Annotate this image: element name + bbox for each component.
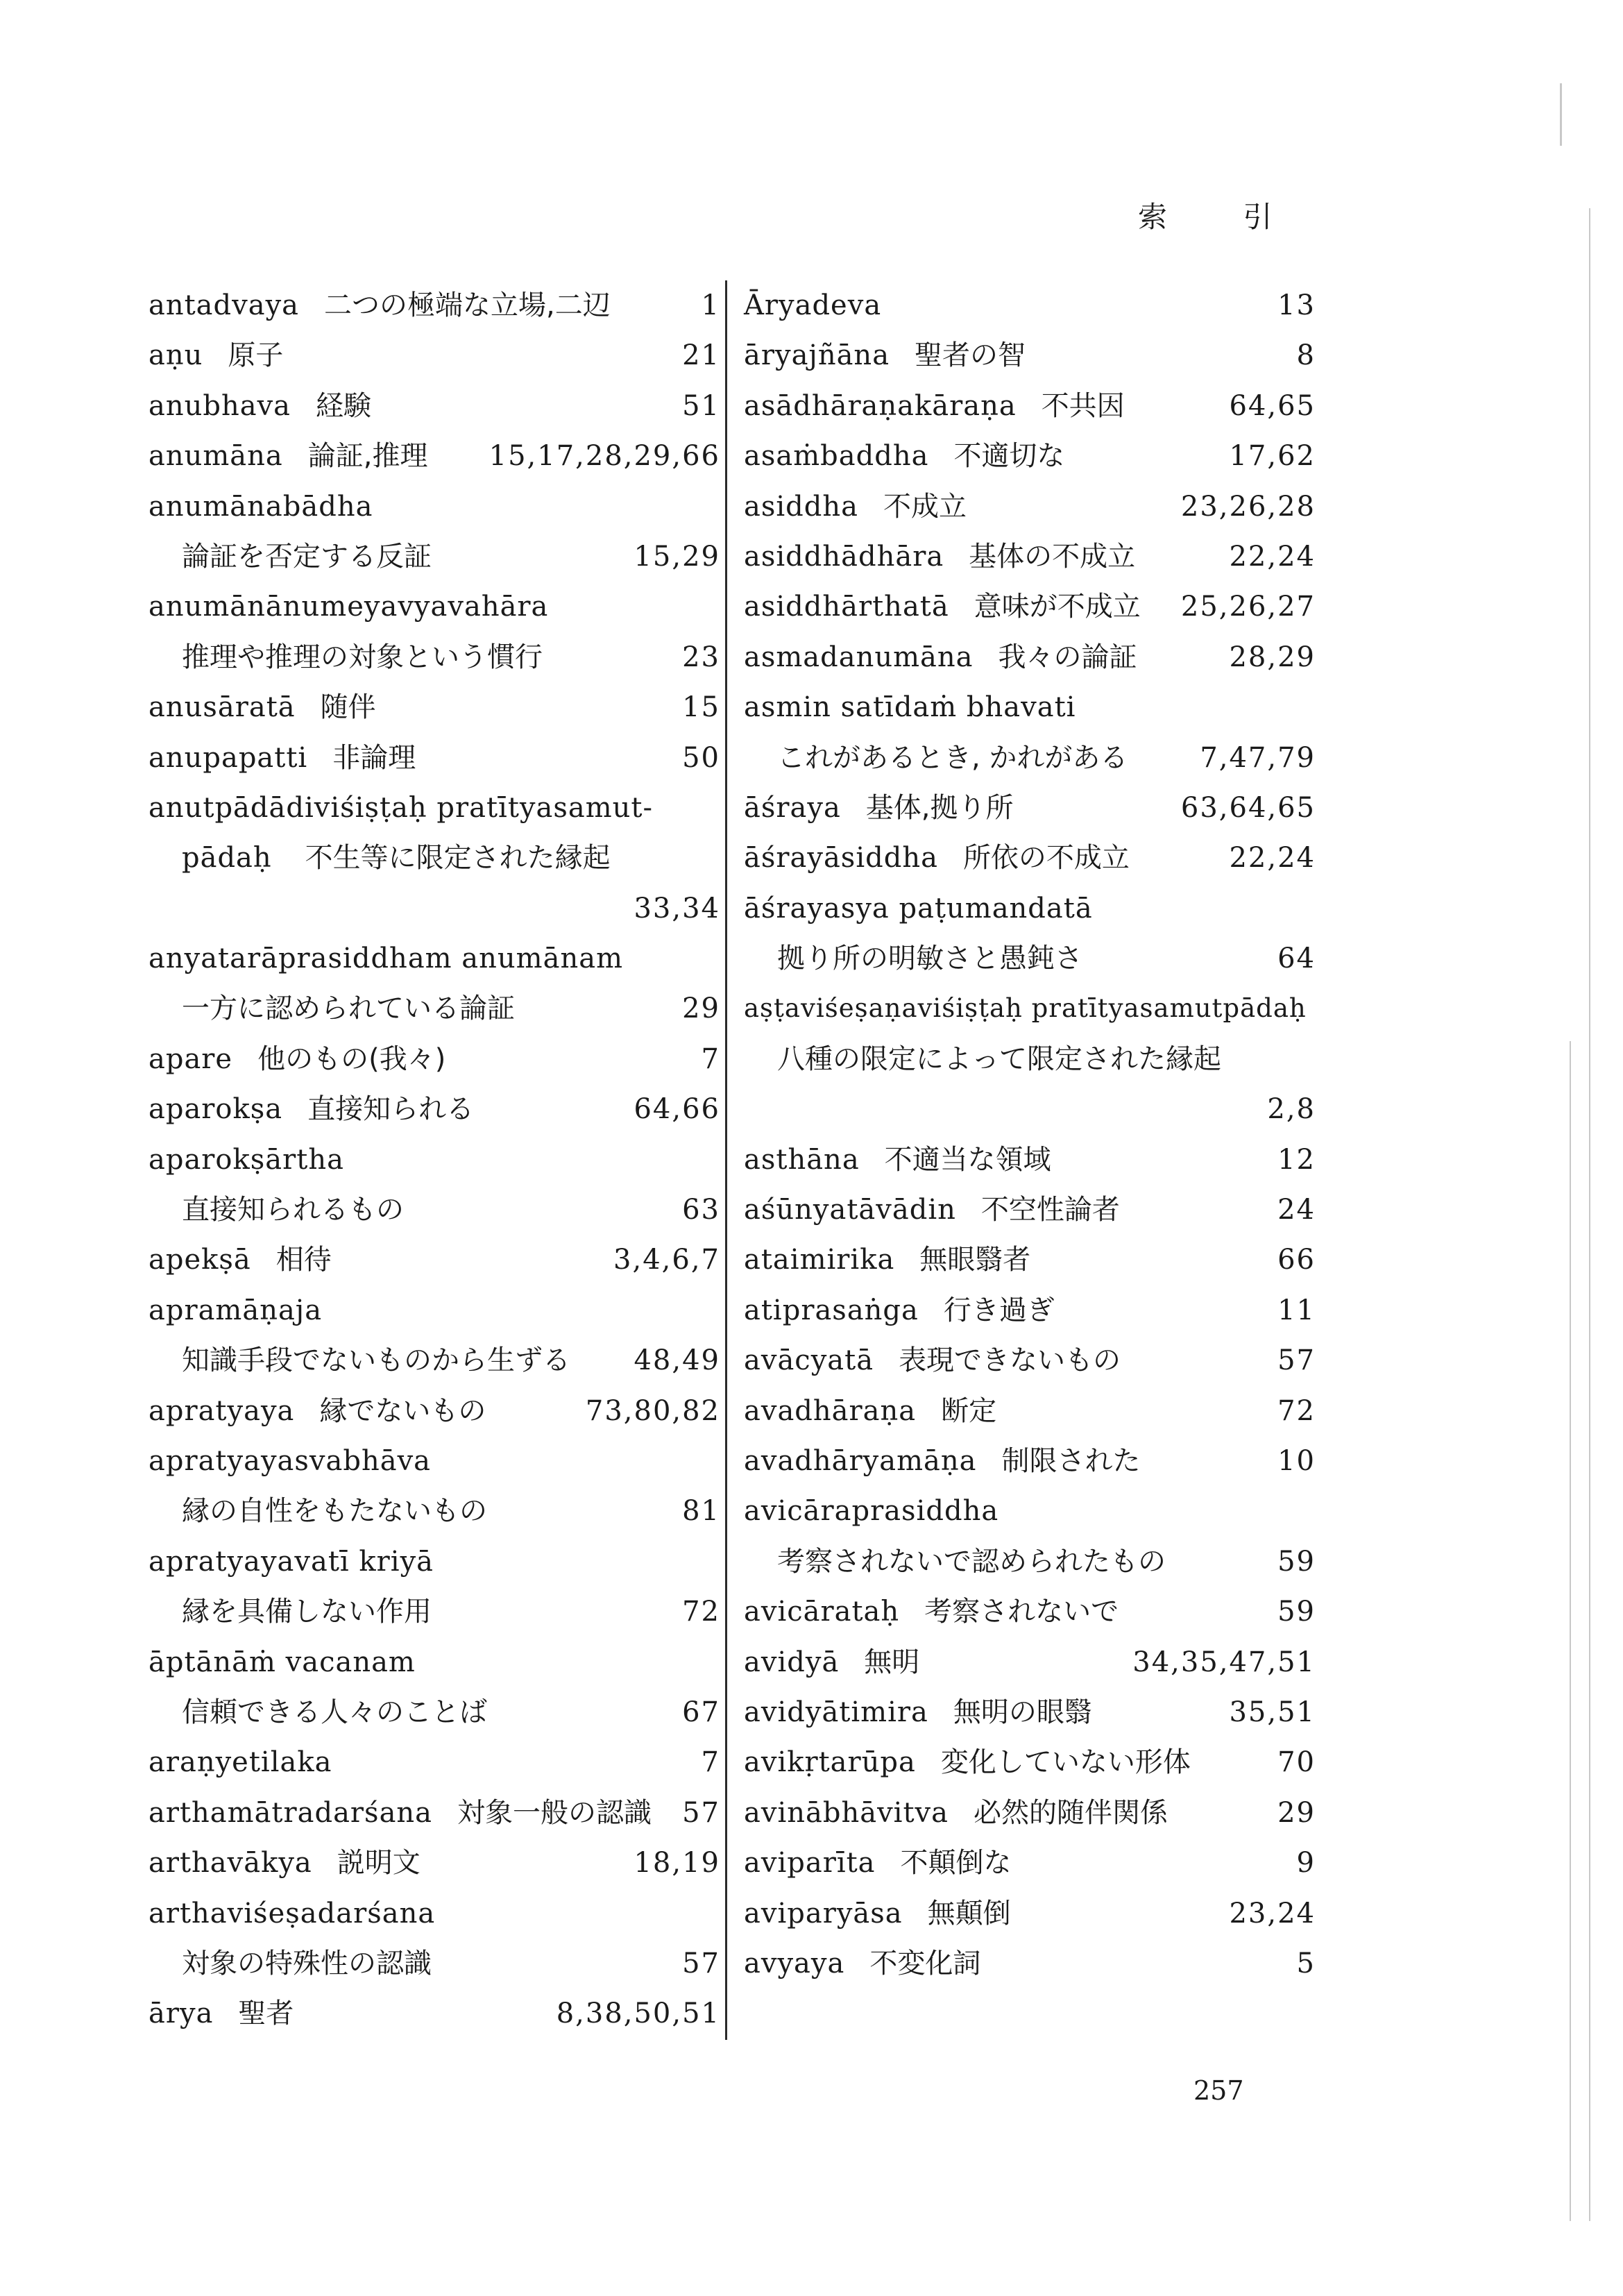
entry-term: atiprasaṅga (744, 1294, 919, 1326)
entry-pages: 3,4,6,7 (613, 1244, 720, 1276)
entry-term: anumānabādha (148, 490, 373, 523)
index-entry (744, 934, 1316, 984)
index-entry (148, 381, 720, 431)
entry-pages: 11 (1277, 1294, 1316, 1326)
entry-term: aparokṣārtha (148, 1143, 344, 1176)
entry-gloss: 一方に認められている論証 (182, 993, 515, 1025)
entry-term: anupapatti (148, 741, 308, 774)
entry-gloss: 基体の不成立 (969, 540, 1136, 573)
entry-term: asiddhādhāra (744, 540, 944, 573)
index-entry (148, 1235, 720, 1285)
entry-pages: 64,65 (1229, 389, 1316, 422)
entry-term: avidyā (744, 1646, 840, 1678)
index-entry (148, 632, 720, 682)
entry-pages: 7,47,79 (1200, 741, 1316, 774)
entry-pages: 70 (1277, 1746, 1316, 1779)
entry-gloss: 不顛倒な (900, 1847, 1012, 1880)
index-entry (148, 1185, 720, 1235)
index-entry (744, 582, 1316, 632)
index-entry (744, 984, 1316, 1033)
index-entry (744, 1537, 1316, 1587)
entry-pages: 29 (1277, 1796, 1316, 1829)
index-entry (148, 1989, 720, 2038)
entry-gloss: 制限された (1001, 1444, 1141, 1477)
entry-gloss: 対象一般の認識 (457, 1796, 652, 1829)
entry-gloss: 直接知られるもの (182, 1194, 404, 1226)
entry-gloss: 無明の眼翳 (953, 1696, 1092, 1728)
index-entry (148, 1687, 720, 1737)
index-entry (744, 280, 1316, 330)
index-entry (744, 1737, 1316, 1787)
entry-gloss: 他のもの(我々) (257, 1043, 446, 1075)
index-entry (148, 582, 720, 632)
entry-gloss: 論証を否定する反証 (182, 540, 432, 573)
entry-gloss: 不適当な領域 (884, 1143, 1051, 1176)
entry-gloss: 断定 (941, 1394, 997, 1427)
entry-gloss: 無顛倒 (927, 1897, 1011, 1930)
index-entry (148, 330, 720, 380)
index-entry (744, 1939, 1316, 1989)
index-entry (744, 1637, 1316, 1687)
entry-term: ataimirika (744, 1244, 895, 1276)
entry-pages: 67 (682, 1696, 720, 1728)
entry-term: arthamātradarśana (148, 1796, 433, 1829)
entry-term: anyatarāprasiddham anumānam (148, 943, 623, 975)
entry-term: anutpādādiviśiṣṭaḥ pratītyasamut- (148, 791, 654, 824)
entry-pages: 18,19 (634, 1847, 720, 1880)
index-entry (148, 1386, 720, 1436)
entry-gloss: 縁でないもの (319, 1394, 486, 1427)
entry-gloss: 直接知られる (307, 1093, 475, 1126)
index-entry (148, 532, 720, 582)
entry-term: avācyatā (744, 1344, 874, 1377)
index-entry (744, 884, 1316, 934)
entry-gloss: 非論理 (332, 741, 416, 774)
entry-term: āptānāṁ vacanam (148, 1646, 416, 1678)
entry-term: asmin satīdaṁ bhavati (744, 691, 1076, 724)
entry-gloss: 原子 (228, 339, 284, 372)
entry-gloss: 説明文 (337, 1847, 420, 1880)
entry-gloss: 所依の不成立 (962, 842, 1130, 875)
index-entry (744, 1235, 1316, 1285)
entry-term: araṇyetilaka (148, 1746, 332, 1779)
entry-pages: 28,29 (1229, 641, 1316, 673)
index-entry (744, 1889, 1316, 1939)
entry-pages: 57 (682, 1947, 720, 1980)
scan-edge-mark (1560, 83, 1562, 146)
index-entry (744, 431, 1316, 481)
index-entry (148, 431, 720, 481)
index-column-right (744, 280, 1316, 1989)
scan-edge-mark (1589, 208, 1590, 2221)
entry-term: avidyātimira (744, 1696, 928, 1728)
entry-gloss: 必然的随伴関係 (973, 1796, 1168, 1829)
entry-term: āśrayasya paṭumandatā (744, 892, 1093, 925)
entry-gloss: 随伴 (320, 691, 376, 724)
entry-pages: 81 (682, 1495, 720, 1528)
entry-pages: 12 (1277, 1143, 1316, 1176)
entry-pages: 29 (682, 993, 720, 1025)
entry-term: avicārataḥ (744, 1596, 900, 1628)
entry-pages: 63 (682, 1194, 720, 1226)
entry-gloss: 聖者の智 (915, 339, 1026, 372)
entry-term: avikṛtarūpa (744, 1746, 916, 1779)
entry-term: asaṁbaddha (744, 440, 929, 473)
index-entry (744, 1788, 1316, 1838)
index-entry (148, 1034, 720, 1084)
entry-term: āryajñāna (744, 339, 890, 372)
entry-term: avadhāraṇa (744, 1394, 917, 1427)
entry-pages: 15,29 (634, 540, 720, 573)
index-entry (744, 1587, 1316, 1637)
entry-term: aśūnyatāvādin (744, 1194, 956, 1226)
entry-term: avyaya (744, 1947, 845, 1980)
entry-term: apramāṇaja (148, 1294, 323, 1326)
entry-pages: 23,26,28 (1180, 490, 1316, 523)
entry-pages: 59 (1277, 1596, 1316, 1628)
entry-pages: 2,8 (1267, 1093, 1316, 1126)
index-entry (148, 1486, 720, 1536)
index-entry (744, 833, 1316, 883)
entry-term: anusāratā (148, 691, 296, 724)
index-entry (744, 482, 1316, 532)
entry-pages: 8 (1296, 339, 1316, 372)
entry-gloss: 経験 (316, 389, 372, 422)
entry-gloss: 二つの極端な立場,二辺 (324, 289, 611, 321)
entry-pages: 34,35,47,51 (1132, 1646, 1316, 1678)
entry-term: antadvaya (148, 289, 300, 321)
entry-pages: 25,26,27 (1180, 591, 1316, 623)
entry-pages: 13 (1277, 289, 1316, 321)
entry-gloss: 無明 (864, 1646, 920, 1678)
entry-pages: 1 (701, 289, 720, 321)
index-entry (148, 1436, 720, 1486)
entry-pages: 21 (682, 339, 720, 372)
index-entry (744, 1135, 1316, 1185)
running-header: 索 引 (1138, 200, 1306, 234)
entry-gloss: 拠り所の明敏さと愚鈍さ (777, 943, 1082, 975)
index-entry (148, 1335, 720, 1385)
entry-term: asādhāraṇakāraṇa (744, 389, 1017, 422)
entry-gloss: 不成立 (883, 490, 967, 523)
entry-pages: 22,24 (1229, 540, 1316, 573)
entry-term: apekṣā (148, 1244, 251, 1276)
index-entry (148, 1135, 720, 1185)
index-entry (744, 1084, 1316, 1134)
entry-term: apratyayasvabhāva (148, 1444, 432, 1477)
entry-gloss: 八種の限定によって限定された縁起 (777, 1043, 1221, 1075)
index-entry (744, 1486, 1316, 1536)
index-entry (744, 330, 1316, 380)
entry-term: anubhava (148, 389, 291, 422)
entry-gloss: 行き過ぎ (943, 1294, 1055, 1326)
entry-term: asmadanumāna (744, 641, 974, 673)
index-entry (744, 682, 1316, 732)
entry-pages: 15,17,28,29,66 (488, 440, 720, 473)
entry-gloss: 相待 (275, 1244, 332, 1276)
entry-pages: 10 (1277, 1444, 1316, 1477)
index-entry (744, 632, 1316, 682)
index-entry (148, 934, 720, 984)
entry-term: apare (148, 1043, 233, 1075)
entry-term: āśrayāsiddha (744, 842, 938, 875)
entry-gloss: 論証,推理 (307, 440, 428, 473)
entry-gloss: 不共因 (1041, 389, 1125, 422)
index-entry (744, 783, 1316, 833)
entry-term: avicāraprasiddha (744, 1495, 999, 1528)
index-column-left (148, 280, 720, 2039)
index-entry (744, 1335, 1316, 1385)
entry-term: aviparīta (744, 1847, 876, 1880)
entry-pages: 66 (1277, 1244, 1316, 1276)
entry-gloss: 基体,拠り所 (865, 791, 1014, 824)
entry-pages: 72 (1277, 1394, 1316, 1427)
entry-pages: 72 (682, 1596, 720, 1628)
entry-gloss: 不生等に限定された縁起 (305, 842, 611, 875)
index-entry (744, 1034, 1316, 1084)
index-entry (744, 1285, 1316, 1335)
index-entry (148, 1737, 720, 1787)
entry-term: aviparyāsa (744, 1897, 903, 1930)
entry-term: aṣṭaviśeṣaṇaviśiṣṭaḥ pratītyasamutpādaḥ (744, 993, 1307, 1024)
entry-pages: 23 (682, 641, 720, 673)
index-entry (148, 682, 720, 732)
entry-term: Āryadeva (744, 289, 882, 321)
entry-pages: 57 (682, 1796, 720, 1829)
entry-pages: 5 (1296, 1947, 1316, 1980)
index-entry (148, 733, 720, 783)
entry-pages: 7 (701, 1043, 720, 1075)
entry-gloss: 知識手段でないものから生ずる (182, 1344, 570, 1377)
index-entry (148, 1587, 720, 1637)
entry-pages: 15 (682, 691, 720, 724)
index-entry (744, 1838, 1316, 1888)
index-entry (744, 381, 1316, 431)
entry-pages: 64,66 (634, 1093, 720, 1126)
column-divider (725, 280, 727, 2040)
entry-term: pādaḥ (182, 842, 272, 875)
index-entry (148, 1285, 720, 1335)
page-number: 257 (1193, 2075, 1244, 2106)
entry-gloss: 変化していない形体 (940, 1746, 1191, 1779)
index-entry (148, 1637, 720, 1687)
entry-gloss: 我々の論証 (998, 641, 1137, 673)
entry-gloss: 信頼できる人々のことば (182, 1696, 487, 1728)
entry-term: asiddha (744, 490, 858, 523)
entry-term: avinābhāvitva (744, 1796, 949, 1829)
entry-pages: 59 (1277, 1545, 1316, 1578)
entry-gloss: 縁の自性をもたないもの (182, 1495, 487, 1528)
entry-pages: 35,51 (1229, 1696, 1316, 1728)
index-entry (148, 833, 720, 883)
entry-pages: 9 (1296, 1847, 1316, 1880)
entry-pages: 23,24 (1229, 1897, 1316, 1930)
entry-gloss: 不変化詞 (869, 1947, 981, 1980)
index-entry (744, 1185, 1316, 1235)
entry-pages: 64 (1277, 943, 1316, 975)
entry-term: asiddhārthatā (744, 591, 949, 623)
entry-pages: 22,24 (1229, 842, 1316, 875)
index-entry (744, 733, 1316, 783)
index-entry (148, 783, 720, 833)
entry-term: āśraya (744, 791, 841, 824)
index-entry (744, 1436, 1316, 1486)
index-entry (148, 884, 720, 934)
entry-pages: 33,34 (634, 892, 720, 925)
index-entry (148, 1889, 720, 1939)
entry-gloss: 縁を具備しない作用 (182, 1596, 432, 1628)
entry-gloss: 無眼翳者 (919, 1244, 1031, 1276)
entry-gloss: これがあるとき, かれがある (777, 741, 1128, 774)
entry-term: apratyayavatī kriyā (148, 1545, 434, 1578)
entry-term: apratyaya (148, 1394, 295, 1427)
entry-pages: 63,64,65 (1180, 791, 1316, 824)
entry-gloss: 表現できないもの (899, 1344, 1121, 1377)
entry-gloss: 対象の特殊性の認識 (182, 1947, 432, 1980)
entry-pages: 51 (682, 389, 720, 422)
entry-term: aparokṣa (148, 1093, 283, 1126)
entry-pages: 57 (1277, 1344, 1316, 1377)
entry-gloss: 考察されないで認められたもの (777, 1545, 1166, 1578)
entry-gloss: 意味が不成立 (974, 591, 1141, 623)
index-entry (148, 280, 720, 330)
scan-edge-mark (1570, 1041, 1571, 2221)
entry-pages: 17,62 (1229, 440, 1316, 473)
index-entry (148, 984, 720, 1033)
index-entry (148, 1537, 720, 1587)
entry-pages: 7 (701, 1746, 720, 1779)
entry-pages: 73,80,82 (585, 1394, 720, 1427)
index-entry (148, 482, 720, 532)
entry-pages: 24 (1277, 1194, 1316, 1226)
entry-term: avadhāryamāṇa (744, 1444, 977, 1477)
entry-gloss: 考察されないで (924, 1596, 1119, 1628)
index-entry (148, 1084, 720, 1134)
entry-pages: 8,38,50,51 (556, 1998, 720, 2030)
entry-term: ārya (148, 1998, 214, 2030)
entry-term: anumāna (148, 440, 283, 473)
index-entry (744, 1386, 1316, 1436)
entry-term: arthavākya (148, 1847, 312, 1880)
index-entry (148, 1838, 720, 1888)
entry-pages: 50 (682, 741, 720, 774)
index-entry (148, 1939, 720, 1989)
entry-gloss: 推理や推理の対象という慣行 (182, 641, 543, 673)
entry-term: arthaviśeṣadarśana (148, 1897, 436, 1930)
index-entry (744, 532, 1316, 582)
entry-gloss: 不適切な (953, 440, 1065, 473)
index-entry (744, 1687, 1316, 1737)
entry-gloss: 不空性論者 (980, 1194, 1120, 1226)
entry-gloss: 聖者 (238, 1998, 294, 2030)
entry-term: aṇu (148, 339, 203, 372)
entry-pages: 48,49 (634, 1344, 720, 1377)
entry-term: anumānānumeyavyavahāra (148, 591, 549, 623)
entry-term: asthāna (744, 1143, 860, 1176)
index-entry (148, 1788, 720, 1838)
